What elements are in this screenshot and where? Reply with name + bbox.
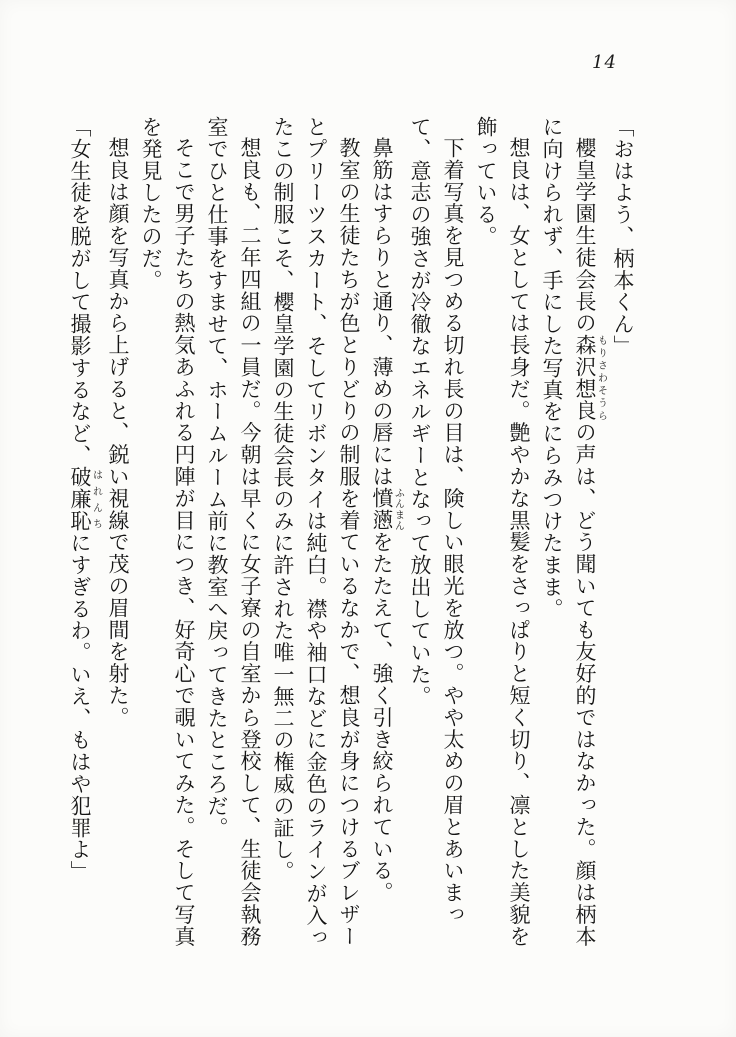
paragraph-dialogue: 「女生徒を脱がして撮影するなど、破廉恥はれんちにすぎるわ。いえ、もはや犯罪よ」 (68, 116, 102, 883)
paragraph-narrative: 想良は顔を写真から上げると、鋭い視線で茂の眉間を射た。 (106, 137, 130, 729)
paragraph-narrative: 下着写真を見つめる切れ長の目は、険しい眼光を放つ。やや太めの眉とあいまって、意志の強さが冷徹なエネルギーとなって放出していた。 (408, 116, 465, 926)
paragraph-narrative: 教室の生徒たちが色とりどりの制服を着ているなかで、想良が身につけるブレザーとプリーツスカート、そしてリボンタイは純白。襟や袖口などに金色のラインが入ったこの制服こそ、櫻皇学園の生徒会長のみに許された唯一無二の権威の証し。 (271, 116, 361, 949)
ruby-annotated-word: 森沢想良もりさわそうら (573, 334, 607, 422)
ruby-annotated-word: 破廉恥はれんち (68, 466, 102, 533)
paragraph-dialogue: 「おはよう、柄本くん」 (611, 116, 635, 357)
paragraph-narrative: そこで男子たちの熱気あふれる円陣が目につき、好奇心で覗いてみた。そして写真を発見したのだ。 (139, 116, 196, 948)
paragraph-narrative: 鼻筋はすらりと通り、薄めの唇には憤懣ふんまんをたたえて、強く引き絞られている。 (370, 137, 404, 904)
paragraph-narrative: 想良は、女としては長身だ。艶やかな黒髪をさっぱりと短く切り、凛とした美貌を飾っている。 (474, 116, 531, 948)
vertical-text-block (63, 116, 639, 952)
paragraph-narrative: 櫻皇学園生徒会長の森沢想良もりさわそうらの声は、どう聞いても友好的ではなかった。顔は柄本に向けられず、手にした写真をにらみつけたまま。 (540, 116, 607, 948)
page-number: 14 (592, 52, 617, 73)
paragraph-narrative: 想良も、二年四組の一員だ。今朝は早くに女子寮の自室から登校して、生徒会執務室でひと仕事をすませて、ホームルーム前に教室へ戻ってきたところだ。 (205, 116, 262, 948)
ruby-annotated-word: 憤懣ふんまん (370, 487, 404, 532)
